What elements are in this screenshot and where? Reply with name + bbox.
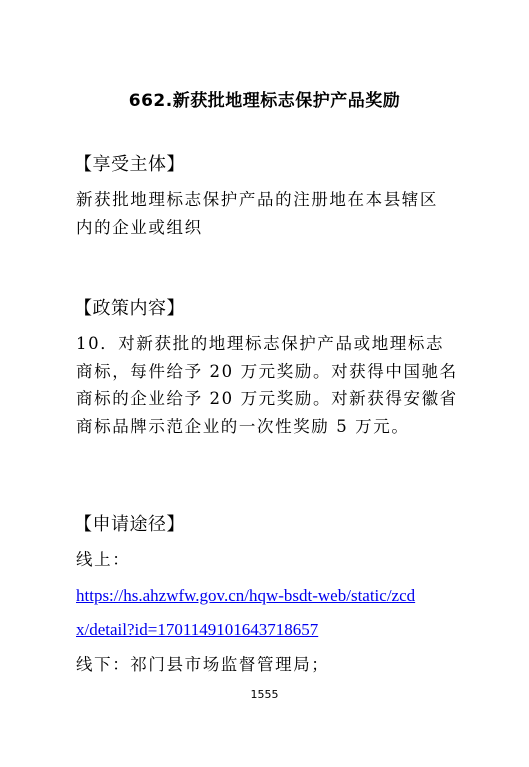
online-label: 线上： — [76, 550, 131, 569]
policy-line: 商标品牌示范企业的一次性奖励 5 万元。 — [76, 416, 410, 436]
subject-heading: 【享受主体】 — [74, 154, 185, 175]
apply-link[interactable]: https://hs.ahzwfw.gov.cn/hqw-bsdt-web/static/zcd — [76, 585, 416, 605]
policy-heading: 【政策内容】 — [74, 298, 185, 319]
apply-link-line2[interactable] — [76, 616, 466, 644]
apply-body — [76, 546, 466, 678]
apply-heading: 【申请途径】 — [74, 514, 185, 535]
page-title: 662.新获批地理标志保护产品奖励 — [128, 91, 401, 111]
subject-line: 新获批地理标志保护产品的注册地在本县辖区 — [76, 190, 438, 209]
policy-line: 商标的企业给予 20 万元奖励。对新获得安徽省 — [76, 389, 458, 408]
policy-line: 商标，每件给予 20 万元奖励。对获得中国驰名 — [76, 361, 458, 381]
offline-text: 线下：祁门县市场监督管理局； — [76, 654, 330, 674]
policy-body — [76, 330, 466, 440]
subject-body — [76, 186, 466, 241]
policy-line: 10．对新获批的地理标志保护产品或地理标志 — [76, 334, 445, 353]
apply-link-continued[interactable]: x/detail?id=1701149101643718657 — [76, 620, 319, 639]
apply-link-line1[interactable] — [76, 582, 466, 610]
subject-line: 内的企业或组织 — [76, 217, 203, 237]
page-number: 1555 — [250, 688, 279, 701]
